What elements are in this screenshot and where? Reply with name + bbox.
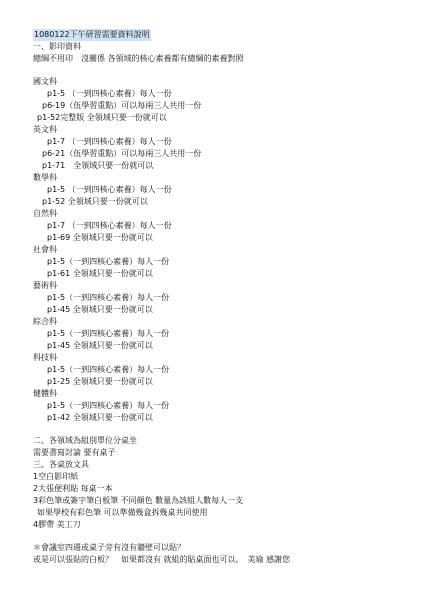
subject-item: p1-5 （一到四核心素養）每人一份 [47,185,172,194]
subject-item: p1-71 全領域只要一份就可以 [42,161,154,170]
subject-item: p1-5（一到四核心素養）每人一份 [47,329,170,338]
supply-item: 如果學校有彩色筆 可以準備幾盒拆幾桌共同使用 [37,508,208,517]
subject-item: p1-5 （一到四核心素養）每人一份 [47,89,172,98]
document-body [0,41,435,566]
subject-item: p1-5（一到四核心素養）每人一份 [47,293,170,302]
subject-item: p6-19（伍學習重點）可以每兩三人共用一份 [42,101,202,110]
section-note: 總綱不用印 沒關係 各領域的核心素養都有總綱的素養對照 [33,54,244,63]
subject-item: p1-52完整版 全領域只要一份就可以 [37,113,167,122]
subject-name: 自然科 [33,209,57,218]
subject-item: p6-21（伍學習重點）可以每兩三人共用一份 [42,149,202,158]
subject-name: 英文科 [33,125,57,134]
subject-name: 科技科 [33,353,57,362]
subject-item: p1-7 （一到四核心素養）每人一份 [47,137,172,146]
subject-name: 綜合科 [33,317,57,326]
subject-name: 藝術科 [33,281,57,290]
supply-item: 3彩色筆或簽字筆白板筆 不同顏色 數量為該組人數每人一支 [33,496,244,505]
subject-name: 健體科 [33,389,57,398]
subject-name: 數學科 [33,173,57,182]
subject-item: p1-45 全領域只要一份就可以 [47,305,153,314]
subject-item: p1-61 全領域只要一份就可以 [47,269,153,278]
section-heading: 一、影印資料 [33,42,81,51]
supply-item: 1空白影印紙 [33,472,79,481]
subject-name: 社會科 [33,245,57,254]
document-title: 1080122下午研習需要資料說明 [34,30,150,39]
subject-item: p1-25 全領域只要一份就可以 [47,377,153,386]
footer-note: ＊會議室四週或桌子旁有沒有牆壁可以貼？ [33,543,185,552]
section-heading: 三、各桌放文具 [33,460,89,469]
subject-item: p1-5（一到四核心素養）每人一份 [47,365,170,374]
subject-name: 國文科 [33,77,57,86]
subject-item: p1-52 全領域只要一份就可以 [42,197,148,206]
subject-item: p1-5（一到四核心素養）每人一份 [47,257,170,266]
section-text: 需要書寫討論 要有桌子 [33,448,116,457]
subject-item: p1-69 全領域只要一份就可以 [47,233,153,242]
supply-item: 2大張便利貼 每桌一本 [33,484,113,493]
footer-note: 或是可以張貼的白板？ 如果都沒有 就組的貼桌面也可以。 美瑜 感謝您 [33,555,291,564]
supply-item: 4膠帶 美工刀 [33,520,81,529]
subject-item: p1-45 全領域只要一份就可以 [47,341,153,350]
section-heading: 二、各領域為組別單位分桌坐 [33,436,137,445]
subject-item: p1-7 （一到四核心素養）每人一份 [47,221,172,230]
subject-item: p1-42 全領域只要一份就可以 [47,413,153,422]
subject-item: p1-5（一到四核心素養）每人一份 [47,401,170,410]
